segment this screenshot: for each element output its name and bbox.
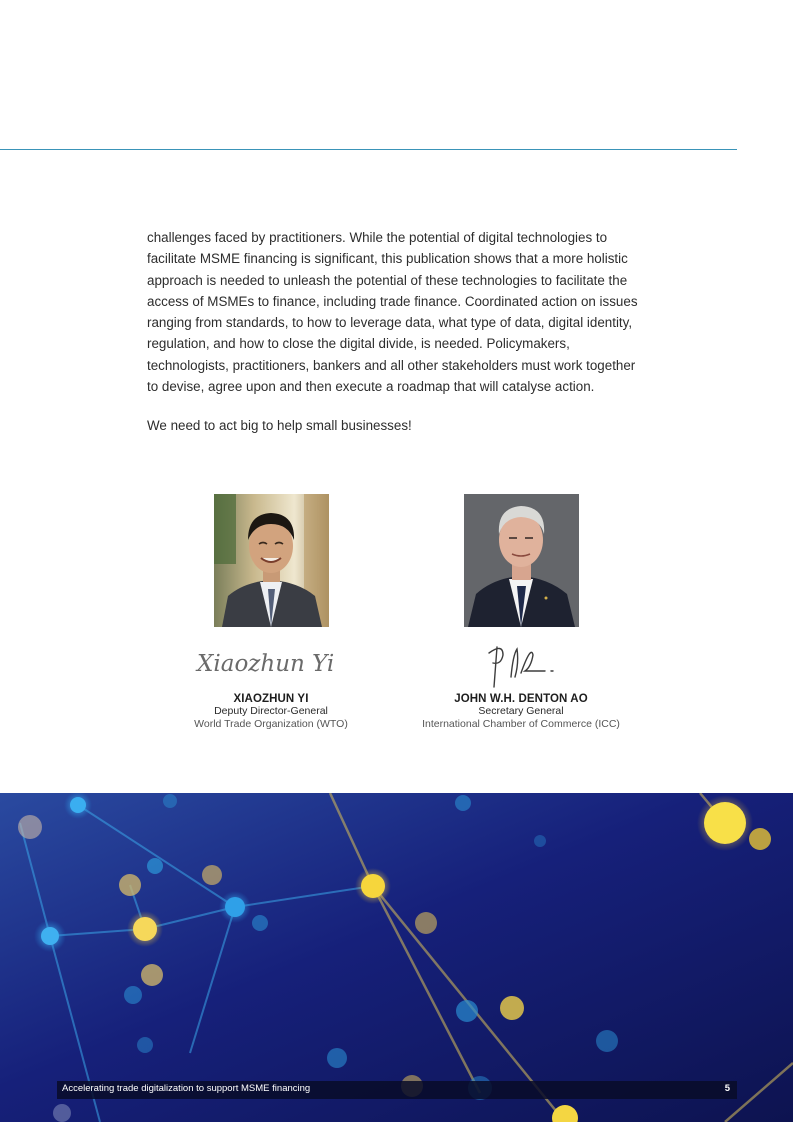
- signature-xiaozhun-yi: [191, 637, 351, 693]
- network-graphic: [0, 793, 793, 1122]
- signature-john-denton: [441, 637, 601, 693]
- body-paragraph: challenges faced by practitioners. While the potential of digital technologies to facilitate MSME financing is significant, this publication shows that a more holistic approach is needed to unleash the potential of these technologies to facilitate the access of MSMEs to finance, including trade finance. Coordinated action on issues ranging from standards, to how to leverage data, what type of data, digital identity, regulation, and how to close the digital divide, is needed. Policymakers, technologists, practitioners, bankers and all other stakeholders must work together to devise, agree upon and then execute a roadmap that will catalyse action.: [147, 230, 638, 395]
- body-text: [147, 227, 647, 437]
- signatory-organization: International Chamber of Commerce (ICC): [422, 718, 620, 730]
- signatory-icc: [421, 494, 621, 731]
- closing-line: We need to act big to help small businesses!: [147, 418, 412, 434]
- footer-title: Accelerating trade digitalization to support MSME financing: [62, 1083, 311, 1094]
- signatory-organization: World Trade Organization (WTO): [194, 718, 348, 730]
- signatory-name: XIAOZHUN YI: [233, 693, 309, 705]
- portrait-photo-xiaozhun-yi: [214, 494, 329, 627]
- signatory-name: JOHN W.H. DENTON AO: [454, 693, 588, 705]
- network-banner: [0, 793, 793, 1122]
- signatory-title: Deputy Director-General: [214, 705, 328, 717]
- signatory-title: Secretary General: [478, 705, 564, 717]
- signature-text: Xiaozhun Yi: [197, 651, 335, 677]
- page-number: 5: [724, 1083, 730, 1094]
- portrait-photo-john-denton: [464, 494, 579, 627]
- signatory-wto: [171, 494, 371, 731]
- footer-bar: [57, 1081, 737, 1099]
- header-rule: [0, 149, 737, 150]
